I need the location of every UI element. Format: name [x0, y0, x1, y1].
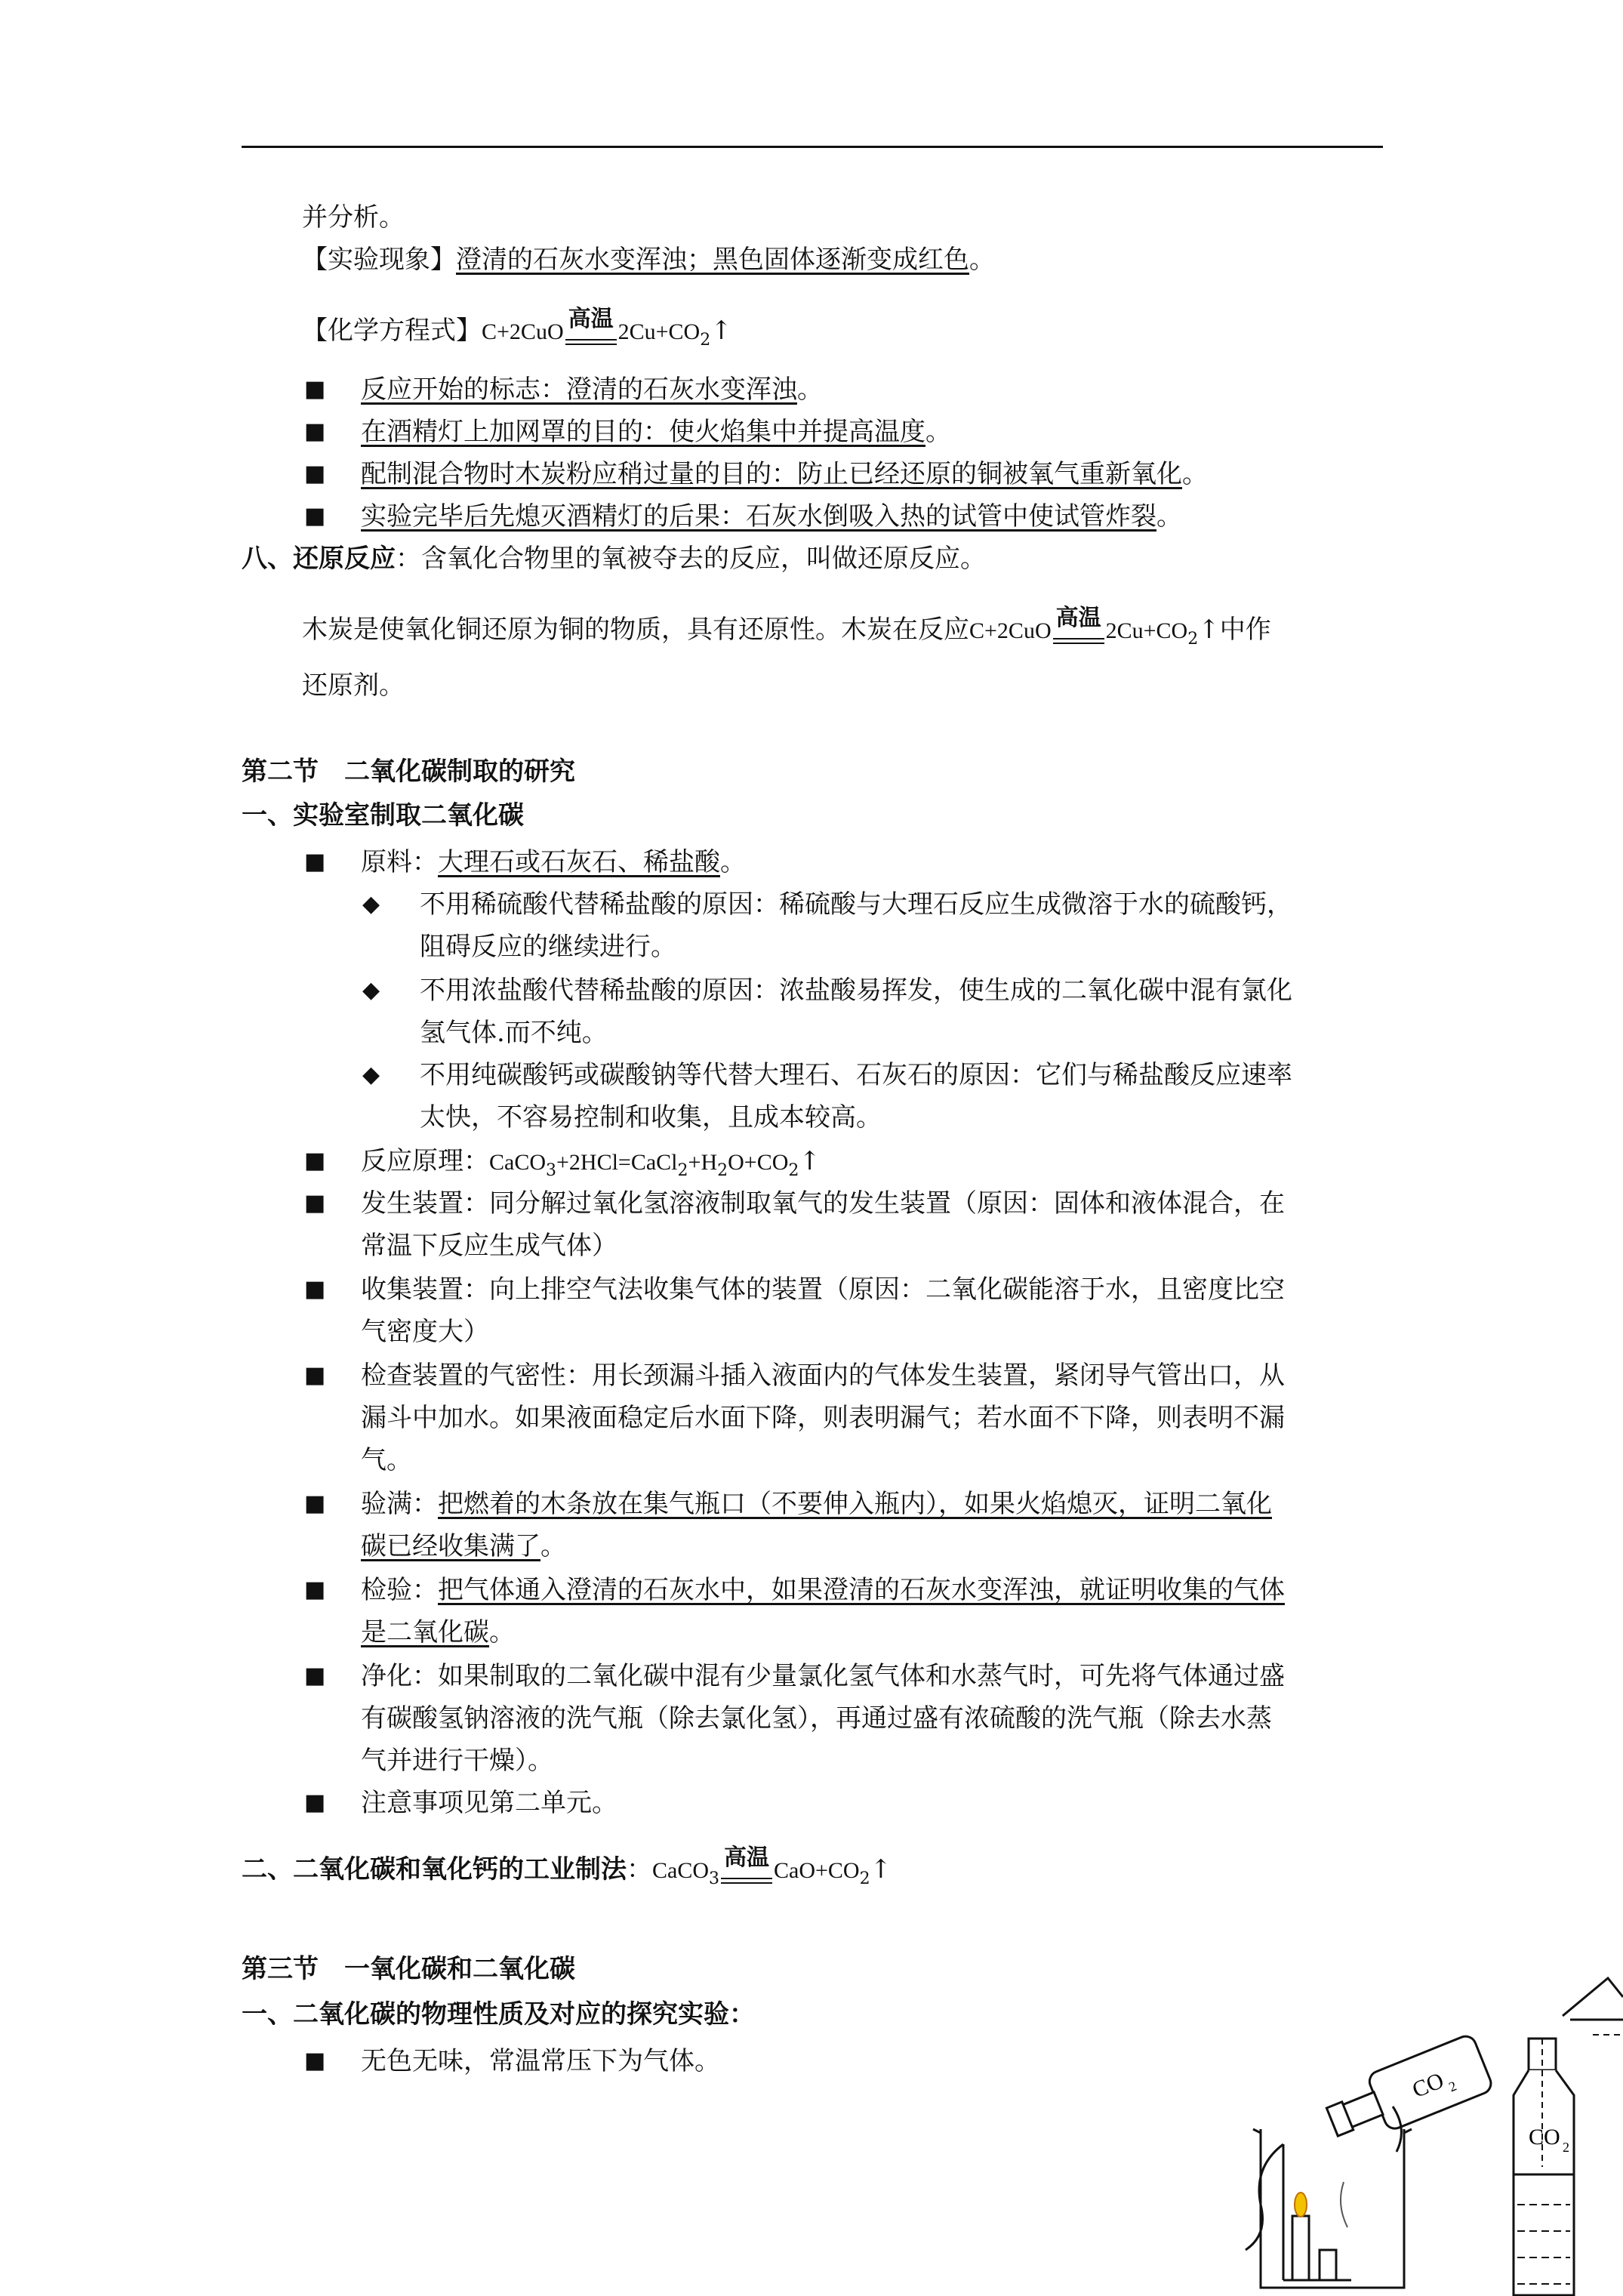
section-heading: 二、二氧化碳和氧化钙的工业制法：CaCO$_3$ 高温 $CaO+CO_2↑$: [242, 1851, 892, 1897]
square-bullet-icon: ■: [304, 1663, 326, 1689]
diamond-bullet-icon: ◆: [362, 891, 380, 917]
section-title: 第三节 一氧化碳和二氧化碳: [242, 1954, 575, 1984]
list-item: 收集装置：向上排空气法收集气体的装置（原因：二氧化碳能溶于水，且密度比空: [361, 1274, 1285, 1305]
header-rule: [242, 146, 1383, 148]
square-bullet-icon: ■: [304, 1148, 326, 1174]
svg-text:CO: CO: [1529, 2125, 1560, 2150]
tall-candle: [1292, 2216, 1309, 2280]
square-bullet-icon: ■: [304, 1276, 326, 1302]
tilted-co2-bottle: [1321, 2033, 1494, 2150]
square-bullet-icon: ■: [304, 503, 326, 529]
list-item: 不用浓盐酸代替稀盐酸的原因：浓盐酸易挥发，使生成的二氧化碳中混有氯化: [420, 975, 1292, 1006]
square-bullet-icon: ■: [304, 461, 326, 487]
list-item-continuation: 氢气体.而不纯。: [420, 1018, 608, 1048]
square-bullet-icon: ■: [304, 1190, 326, 1216]
chemical-equation: 【化学方程式】C+2CuO 高温 $2Cu+CO_2↑$: [302, 313, 732, 359]
list-item-continuation: 是二氧化碳。: [361, 1617, 515, 1647]
funnel: [1563, 1978, 1623, 2035]
list-item-continuation: 气并进行干燥）。: [361, 1746, 553, 1776]
list-item: 实验完毕后先熄灭酒精灯的后果：石灰水倒吸入热的试管中使试管炸裂。: [361, 501, 1182, 532]
list-item-continuation: 漏斗中加水。如果液面稳定后水面下降，则表明漏气；若水面不下降，则表明不漏: [361, 1403, 1285, 1433]
co2-experiment-illustration: [1230, 1955, 1623, 2296]
square-bullet-icon: ■: [304, 418, 326, 445]
square-bullet-icon: ■: [304, 2048, 326, 2074]
svg-text:2: 2: [1446, 2078, 1459, 2095]
list-item: 验满：把燃着的木条放在集气瓶口（不要伸入瓶内），如果火焰熄灭，证明二氧化: [361, 1489, 1272, 1519]
list-item: 不用稀硫酸代替稀盐酸的原因：稀硫酸与大理石反应生成微溶于水的硫酸钙，: [420, 889, 1292, 920]
short-candle: [1320, 2250, 1336, 2280]
list-item: 注意事项见第二单元。: [361, 1788, 617, 1818]
svg-text:2: 2: [1563, 2140, 1569, 2155]
square-bullet-icon: ■: [304, 849, 326, 875]
condition-high-temp: 高温: [564, 322, 618, 359]
paragraph: 并分析。: [302, 202, 405, 233]
list-item: 反应开始的标志：澄清的石灰水变浑浊。: [361, 374, 823, 405]
section-title: 第二节 二氧化碳制取的研究: [242, 757, 575, 787]
list-item: 检验：把气体通入澄清的石灰水中，如果澄清的石灰水变浑浊，就证明收集的气体: [361, 1575, 1285, 1605]
list-item-continuation: 常温下反应生成气体）: [361, 1231, 617, 1261]
diamond-bullet-icon: ◆: [362, 977, 380, 1003]
paragraph: 还原剂。: [302, 670, 405, 701]
square-bullet-icon: ■: [304, 1789, 326, 1816]
gas-jar: [1514, 2039, 1574, 2295]
reaction-principle: 反应原理：$CaCO_3+2HCl=CaCl_2+H_2O+CO_2↑$: [361, 1146, 821, 1180]
list-item: 在酒精灯上加网罩的目的：使火焰集中并提高温度。: [361, 417, 951, 447]
section-heading: 一、实验室制取二氧化碳: [242, 800, 524, 831]
square-bullet-icon: ■: [304, 376, 326, 402]
list-item: 净化：如果制取的二氧化碳中混有少量氯化氢气体和水蒸气时，可先将气体通过盛: [361, 1661, 1285, 1691]
list-item: 发生装置：同分解过氧化氢溶液制取氧气的发生装置（原因：固体和液体混合，在: [361, 1188, 1285, 1219]
list-item: 无色无味，常温常压下为气体。: [361, 2046, 720, 2076]
square-bullet-icon: ■: [304, 1362, 326, 1388]
square-bullet-icon: ■: [304, 1576, 326, 1603]
list-item: 原料：大理石或石灰石、稀盐酸。: [361, 847, 746, 877]
section-heading: 八、还原反应：含氧化合物里的氧被夺去的反应，叫做还原反应。: [242, 544, 986, 574]
list-item-continuation: 气密度大）: [361, 1317, 489, 1347]
square-bullet-icon: ■: [304, 1490, 326, 1517]
candle-flame-icon: [1295, 2193, 1307, 2217]
list-item: 配制混合物时木炭粉应稍过量的目的：防止已经还原的铜被氧气重新氧化。: [361, 459, 1208, 489]
list-item-continuation: 有碳酸氢钠溶液的洗气瓶（除去氯化氢），再通过盛有浓硫酸的洗气瓶（除去水蒸: [361, 1703, 1272, 1734]
list-item: 不用纯碳酸钙或碳酸钠等代替大理石、石灰石的原因：它们与稀盐酸反应速率: [420, 1060, 1292, 1090]
list-item: 检查装置的气密性：用长颈漏斗插入液面内的气体发生装置，紧闭导气管出口，从: [361, 1361, 1285, 1391]
list-item-continuation: 碳已经收集满了。: [361, 1531, 566, 1561]
list-item-continuation: 阻碍反应的继续进行。: [420, 932, 676, 962]
paragraph: 木炭是使氧化铜还原为铜的物质，具有还原性。木炭在反应C+2CuO 高温 $2Cu+CO_2↑$中作: [302, 612, 1271, 658]
list-item-continuation: 太快，不容易控制和收集，且成本较高。: [420, 1102, 882, 1133]
beaker: [1246, 2129, 1412, 2288]
list-item-continuation: 气。: [361, 1445, 412, 1475]
svg-text:CO: CO: [1409, 2067, 1448, 2103]
diamond-bullet-icon: ◆: [362, 1062, 380, 1088]
section-heading: 一、二氧化碳的物理性质及对应的探究实验：: [242, 1999, 755, 2029]
condition-high-temp: 高温: [1052, 621, 1106, 658]
experiment-phenomenon: 【实验现象】澄清的石灰水变浑浊；黑色固体逐渐变成红色。: [302, 245, 995, 275]
condition-high-temp: 高温: [719, 1861, 774, 1897]
